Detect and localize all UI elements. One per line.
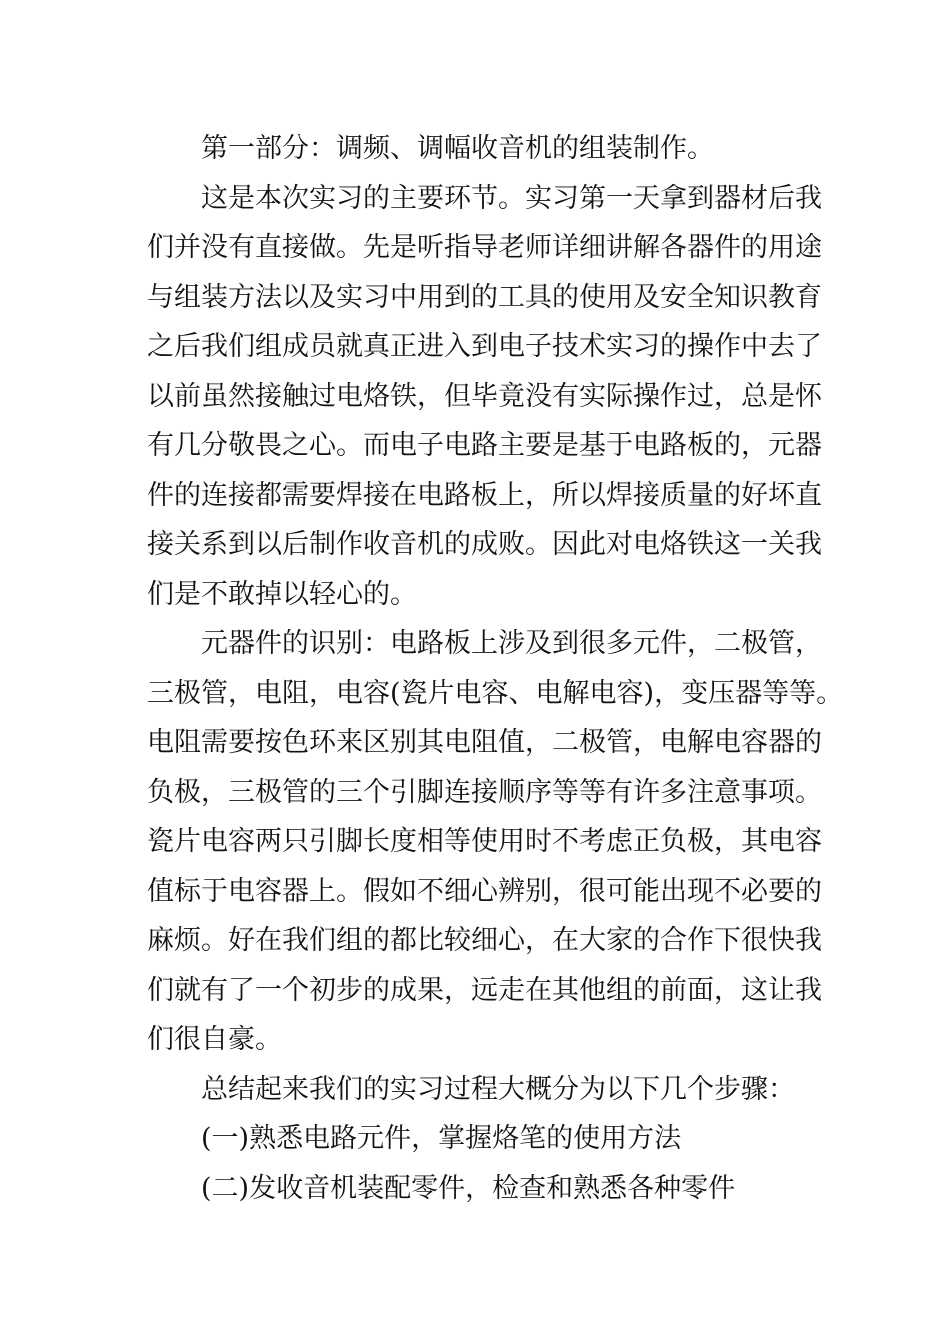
text-line: 之后我们组成员就真正进入到电子技术实习的操作中去了 [147, 331, 822, 362]
text-line: 们并没有直接做。先是听指导老师详细讲解各器件的用途 [147, 232, 822, 263]
text-line: 值标于电容器上。假如不细心辨别，很可能出现不必要的 [147, 875, 822, 907]
list-item: (一)熟悉电路元件，掌握烙笔的使用方法 [201, 1123, 682, 1154]
text-line: 元器件的识别：电路板上涉及到很多元件，二极管， [201, 628, 822, 659]
text-line: 与组装方法以及实习中用到的工具的使用及安全知识教育 [147, 281, 822, 313]
text-line: 们是不敢掉以轻心的。 [147, 578, 417, 610]
text-line: 电阻需要按色环来区别其电阻值，二极管，电解电容器的 [147, 727, 822, 758]
text-line: 有几分敬畏之心。而电子电路主要是基于电路板的，元器 [147, 430, 822, 461]
text-line: 总结起来我们的实习过程大概分为以下几个步骤： [201, 1073, 795, 1105]
text-line: 这是本次实习的主要环节。实习第一天拿到器材后我 [201, 182, 822, 214]
section-heading: 第一部分：调频、调幅收音机的组装制作。 [201, 133, 714, 164]
text-line: 接关系到以后制作收音机的成败。因此对电烙铁这一关我 [147, 529, 822, 560]
text-line: 以前虽然接触过电烙铁，但毕竟没有实际操作过，总是怀 [147, 380, 822, 412]
text-line: 麻烦。好在我们组的都比较细心，在大家的合作下很快我 [147, 925, 822, 956]
text-line: 瓷片电容两只引脚长度相等使用时不考虑正负极，其电容 [147, 826, 822, 857]
text-line: 负极，三极管的三个引脚连接顺序等等有许多注意事项。 [147, 776, 822, 808]
list-item: (二)发收音机装配零件，检查和熟悉各种零件 [201, 1172, 736, 1204]
text-line: 们就有了一个初步的成果，远走在其他组的前面，这让我 [147, 974, 822, 1006]
document-body [147, 124, 844, 1213]
text-line: 件的连接都需要焊接在电路板上，所以焊接质量的好坏直 [147, 479, 822, 511]
text-line: 三极管，电阻，电容(瓷片电容、电解电容)，变压器等等。 [147, 677, 844, 709]
text-line: 们很自豪。 [147, 1024, 282, 1055]
